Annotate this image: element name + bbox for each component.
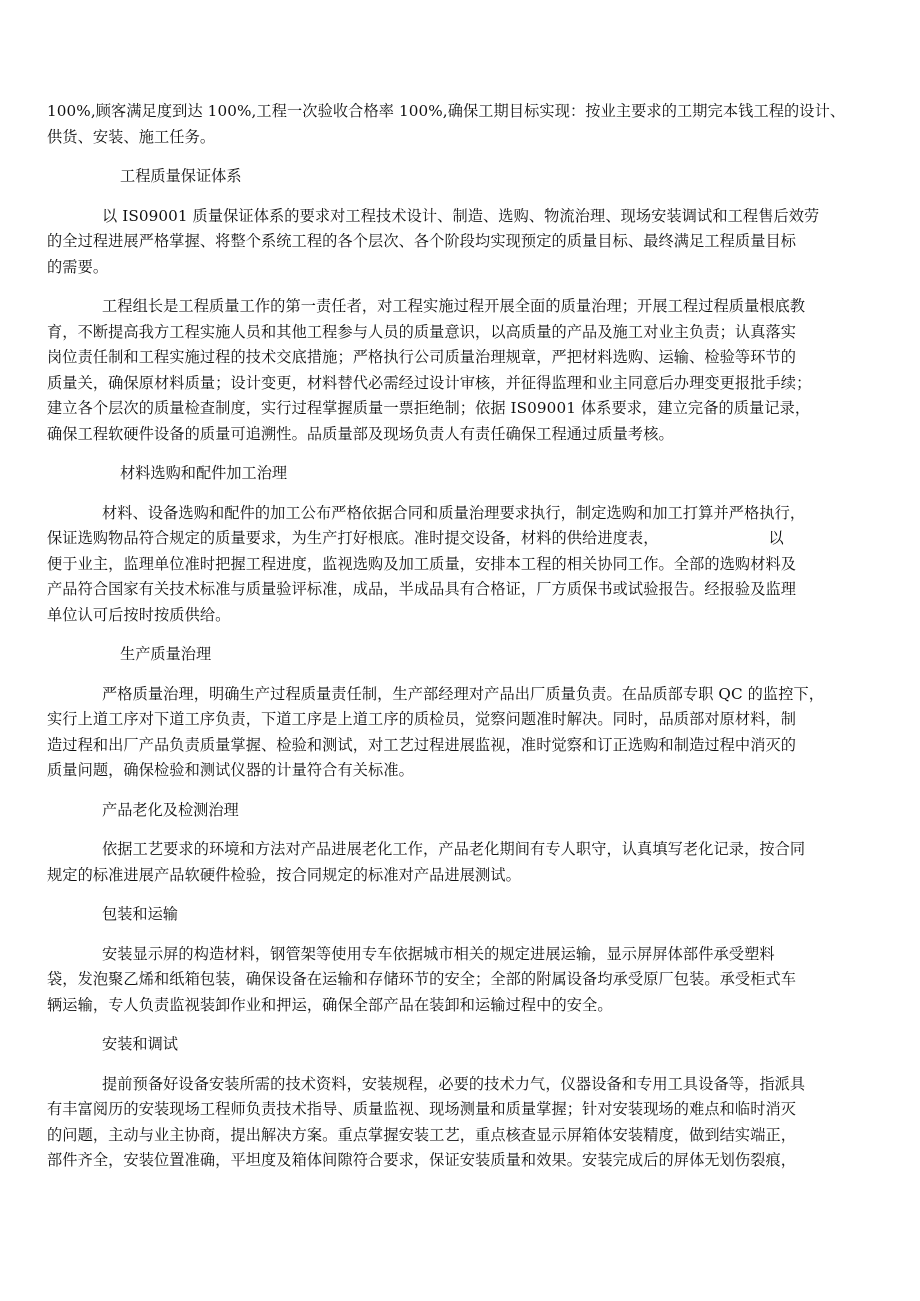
intro-paragraph [47, 99, 885, 150]
text-line: 造过程和出厂产品负责质量掌握、检验和测试，对工艺过程进展监视，准时觉察和订正选购和制造过程中消灭的 [47, 735, 797, 754]
text-line: 提前预备好设备安装所需的技术资料，安装规程，必要的技术力气，仪器设备和专用工具设备等，指派具 [102, 1074, 806, 1093]
paragraph [47, 204, 885, 281]
text-line [47, 526, 885, 552]
document-page [47, 99, 885, 1188]
text-line: 工程组长是工程质量工作的第一责任者，对工程实施过程开展全面的质量治理；开展工程过程质量根底教 [102, 297, 806, 315]
paragraph [47, 501, 885, 629]
text-line: 质量关，确保原材料质量；设计变更，材料替代必需经过设计审核，并征得监理和业主同意后办理变更报批手续； [47, 373, 812, 392]
section-heading-production-quality: 生产质量治理 [120, 645, 212, 663]
text-line: 供货、安装、施工任务。 [47, 127, 216, 146]
section-heading-installation-debugging: 安装和调试 [102, 1035, 178, 1053]
text-line: 的全过程进展严格掌握、将整个系统工程的各个层次、各个阶段均实现预定的质量目标、最终满足工程质量目标 [47, 232, 797, 250]
text-line: 严格质量治理，明确生产过程质量责任制，生产部经理对产品出厂质量负责。在品质部专职 QC 的监控下， [102, 684, 825, 703]
section-heading-material-procurement: 材料选购和配件加工治理 [120, 464, 288, 482]
text-line: 产品符合国家有关技术标准与质量验评标准，成品，半成品具有合格证，厂方质保书或试验报告。经报验及监理 [47, 580, 797, 598]
text-line: 确保工程软硬件设备的质量可追溯性。品质量部及现场负责人有责任确保工程通过质量考核。 [47, 424, 674, 443]
text-line: 100%,顾客满足度到达 100%,工程一次验收合格率 100%,确保工期目标实现：按业主要求的工期完本钱工程的设计、 [47, 102, 846, 120]
text-line: 的问题，主动与业主协商，提出解决方案。重点掌握安装工艺，重点核查显示屏箱体安装精度，做到结实端正， [47, 1125, 797, 1144]
text-line: 的需要。 [47, 257, 109, 276]
text-line: 有丰富阅历的安装现场工程师负责技术指导、质量监视、现场测量和质量掌握；针对安装现场的难点和临时消灭 [47, 1100, 797, 1118]
paragraph [47, 682, 885, 784]
section-heading-quality-system: 工程质量保证体系 [120, 167, 242, 185]
text-line: 依据工艺要求的环境和方法对产品进展老化工作，产品老化期间有专人职守，认真填写老化记录，按合同 [102, 840, 806, 858]
text-line: 安装显示屏的构造材料，钢管架等使用专车依据城市相关的规定进展运输，显示屏屏体部件承受塑料 [102, 944, 775, 963]
text-line: 辆运输，专人负责监视装卸作业和押运，确保全部产品在装卸和运输过程中的安全。 [47, 995, 613, 1014]
text-line: 部件齐全，安装位置准确，平坦度及箱体间隙符合要求，保证安装质量和效果。安装完成后的屏体无划伤裂痕， [47, 1151, 797, 1169]
section-heading-packaging-transport: 包装和运输 [102, 905, 178, 923]
text-line: 规定的标准进展产品软硬件检验，按合同规定的标准对产品进展测试。 [47, 865, 521, 884]
section-heading-aging-testing: 产品老化及检测治理 [102, 800, 239, 819]
text-line: 便于业主，监理单位准时把握工程进度，监视选购及加工质量，安排本工程的相关协同工作。全部的选购材料及 [47, 554, 797, 573]
text-line: 袋，发泡聚乙烯和纸箱包装，确保设备在运输和存储环节的安全；全部的附属设备均承受原厂包装。承受柜式车 [47, 970, 797, 988]
text-segment: 保证选购物品符合规定的质量要求，为生产打好根底。准时提交设备，材料的供给进度表， [47, 529, 659, 547]
paragraph [47, 837, 885, 888]
paragraph [47, 942, 885, 1019]
text-line: 实行上道工序对下道工序负责，下道工序是上道工序的质检员，觉察问题准时解决。同时，品质部对原材料，制 [47, 710, 797, 728]
text-line: 建立各个层次的质量检查制度，实行过程掌握质量一票拒绝制；依据 IS09001 体系要求，建立完备的质量记录， [47, 399, 811, 417]
trailing-word: 以 [768, 529, 784, 547]
paragraph [47, 294, 885, 447]
text-line: 质量问题，确保检验和测试仪器的计量符合有关标准。 [47, 761, 414, 779]
text-line: 育，不断提高我方工程实施人员和其他工程参与人员的质量意识，以高质量的产品及施工对业主负责；认真落实 [47, 322, 797, 341]
text-line: 以 IS09001 质量保证体系的要求对工程技术设计、制造、选购、物流治理、现场安装调试和工程售后效劳 [102, 206, 820, 225]
text-line: 材料、设备选购和配件的加工公布严格依据合同和质量治理要求执行，制定选购和加工打算并严格执行， [102, 503, 806, 522]
text-line: 岗位责任制和工程实施过程的技术交底措施；严格执行公司质量治理规章，严把材料选购、运输、检验等环节的 [47, 348, 797, 366]
paragraph [47, 1072, 885, 1174]
text-line: 单位认可后按时按质供给。 [47, 605, 231, 624]
